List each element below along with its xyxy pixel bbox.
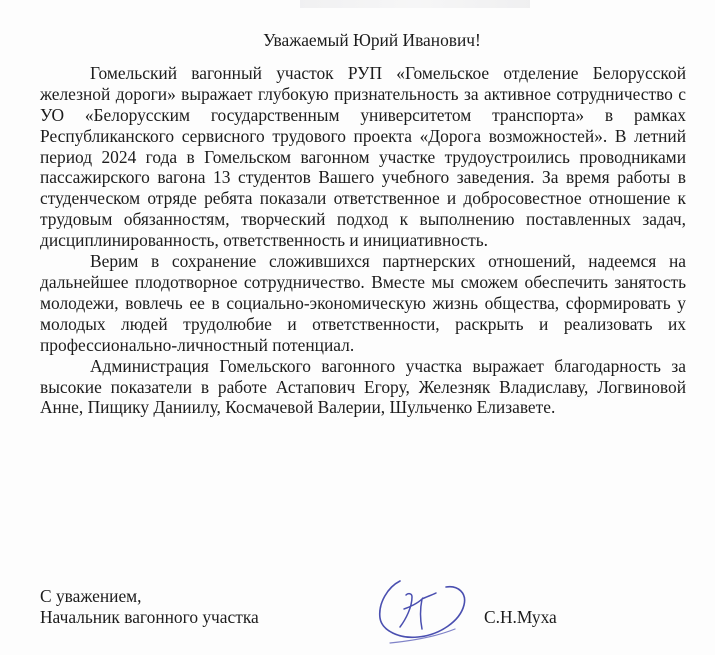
letter-body [40,30,686,418]
closing-regards: С уважением, [40,586,142,606]
paragraph-acknowledgement: Администрация Гомельского вагонного участка выражает благодарность за высокие показатели в работе Астапович Егору, Железняк Владиславу, Логвиновой Анне, Пищику Даниилу, Космачевой Валерии, Шульченко Елизавете. [40,355,686,418]
signer-position: Начальник вагонного участка [40,606,259,627]
signer-name: С.Н.Муха [484,607,557,627]
salutation: Уважаемый Юрий Иванович! [263,30,481,50]
paragraph-partnership: Верим в сохранение сложившихся партнерских отношений, надеемся на дальнейшее плодотворное сотрудничество. Вместе мы сможем обеспечить занятость молодежи, вовлечь ее в социально-экономическую жизнь общества, сформировать у молодых людей трудолюбие и ответственности, раскрыть и реализовать их профессионально-личностный потенциал. [40,251,686,355]
signer-info [40,586,259,628]
signature-block [40,586,680,636]
paragraph-gratitude: Гомельский вагонный участок РУП «Гомельское отделение Белорусской железной дороги» выражает глубокую признательность за активное сотрудничество с УО «Белорусским государственным университетом транспорта» в рамках Республиканского сервисного трудового проекта «Дорога возможностей». В летний период 2024 года в Гомельском вагонном участке трудоустроились проводниками пассажирского вагона 13 студентов Вашего учебного заведения. За время работы в студенческом отряде ребята показали ответственное и добросовестное отношение к трудовым обязанностям, творческий подход к выполнению поставленных задач, дисциплинированность, ответственность и инициативность. [40,62,686,251]
scan-artifact [300,0,530,8]
